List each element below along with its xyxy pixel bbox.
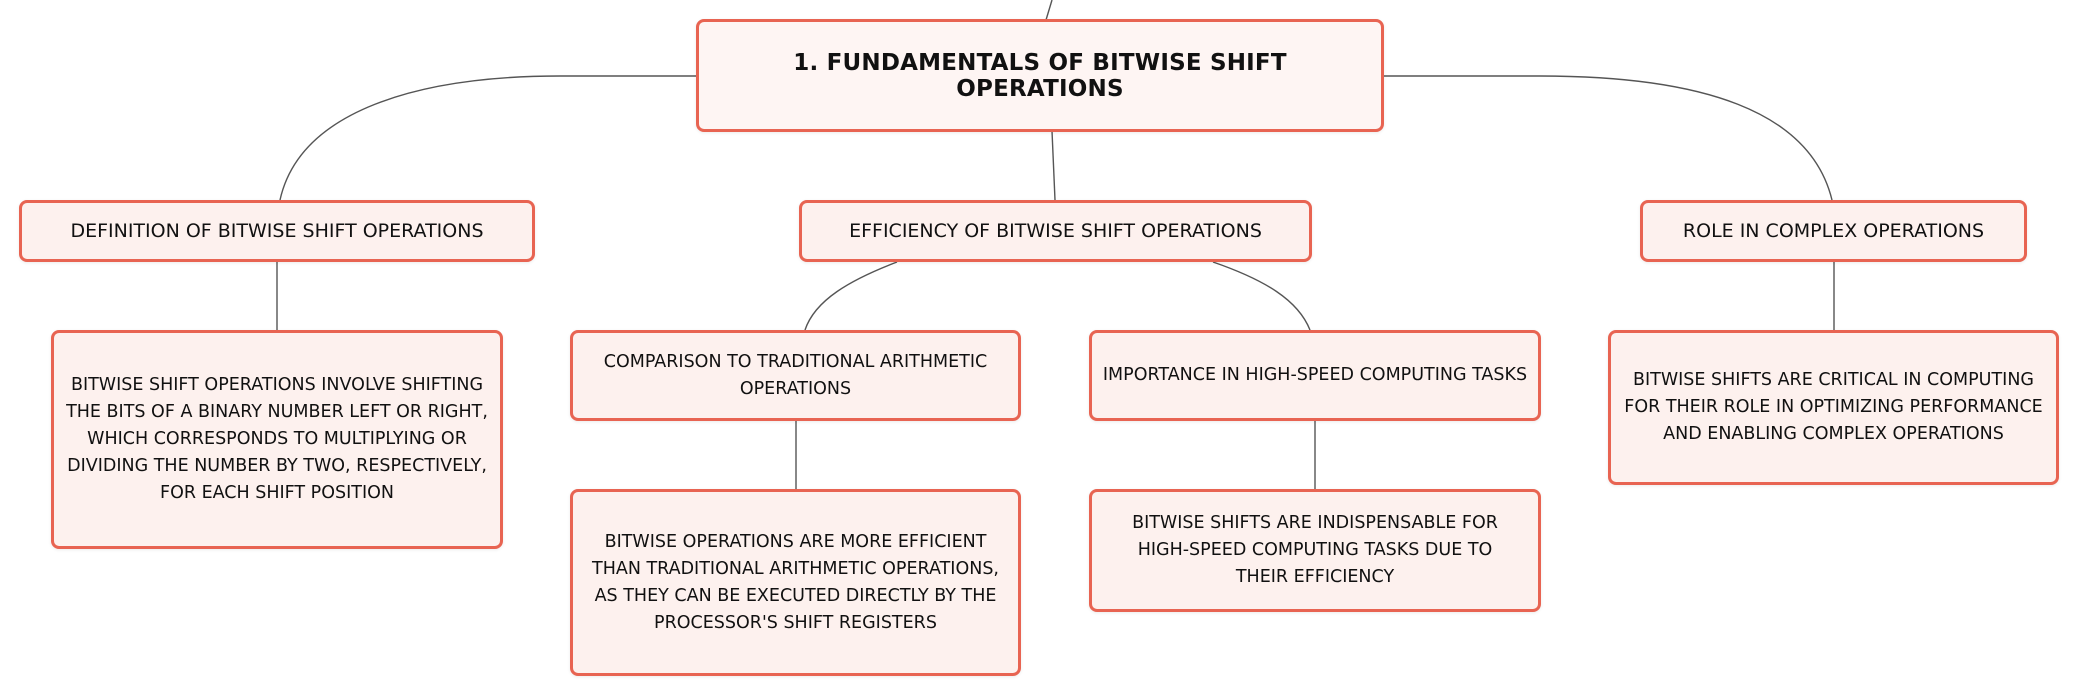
topic-definition-label: DEFINITION OF BITWISE SHIFT OPERATIONS — [70, 220, 484, 242]
definition-detail[interactable] — [51, 330, 503, 549]
topic-role-label: ROLE IN COMPLEX OPERATIONS — [1682, 220, 1985, 242]
root-topic[interactable] — [696, 19, 1384, 132]
importance-detail-text: BITWISE SHIFTS ARE INDISPENSABLE FOR HIGH-SPEED COMPUTING TASKS DUE TO THEIR EFFICIENCY — [1132, 513, 1498, 587]
topic-role[interactable] — [1640, 200, 2027, 262]
definition-detail-text: BITWISE SHIFT OPERATIONS INVOLVE SHIFTING THE BITS OF A BINARY NUMBER LEFT OR RIGHT, WHICH CORRESPONDS TO MULTIPLYING OR DIVIDING THE NUMBER BY TWO, RESPECTIVELY, FOR EACH SHIFT POSITION — [66, 375, 488, 503]
role-detail[interactable] — [1608, 330, 2059, 485]
connector-efficiency-to-comparison — [805, 262, 897, 330]
subtopic-importance[interactable] — [1089, 330, 1541, 421]
subtopic-comparison[interactable] — [570, 330, 1021, 421]
topic-efficiency[interactable] — [799, 200, 1312, 262]
connector-root-to-role — [1383, 76, 1832, 200]
connector-parent-to-root — [1046, 0, 1052, 20]
root-topic-label: 1. FUNDAMENTALS OF BITWISE SHIFT OPERATIONS — [793, 49, 1287, 102]
connector-root-to-efficiency — [1052, 131, 1055, 200]
topic-efficiency-label: EFFICIENCY OF BITWISE SHIFT OPERATIONS — [849, 220, 1262, 242]
role-detail-text: BITWISE SHIFTS ARE CRITICAL IN COMPUTING FOR THEIR ROLE IN OPTIMIZING PERFORMANCE AND ENABLING COMPLEX OPERATIONS — [1624, 370, 2043, 444]
topic-definition[interactable] — [19, 200, 535, 262]
connector-efficiency-to-importance — [1213, 262, 1310, 330]
subtopic-importance-label: IMPORTANCE IN HIGH-SPEED COMPUTING TASKS — [1102, 365, 1528, 385]
comparison-detail-text: BITWISE OPERATIONS ARE MORE EFFICIENT THAN TRADITIONAL ARITHMETIC OPERATIONS, AS THEY CAN BE EXECUTED DIRECTLY BY THE PROCESSOR'S SHIFT REGISTERS — [592, 531, 999, 633]
importance-detail[interactable] — [1089, 489, 1541, 612]
comparison-detail[interactable] — [570, 489, 1021, 676]
subtopic-comparison-label: COMPARISON TO TRADITIONAL ARITHMETIC OPERATIONS — [603, 351, 988, 399]
connector-root-to-definition — [280, 76, 697, 200]
